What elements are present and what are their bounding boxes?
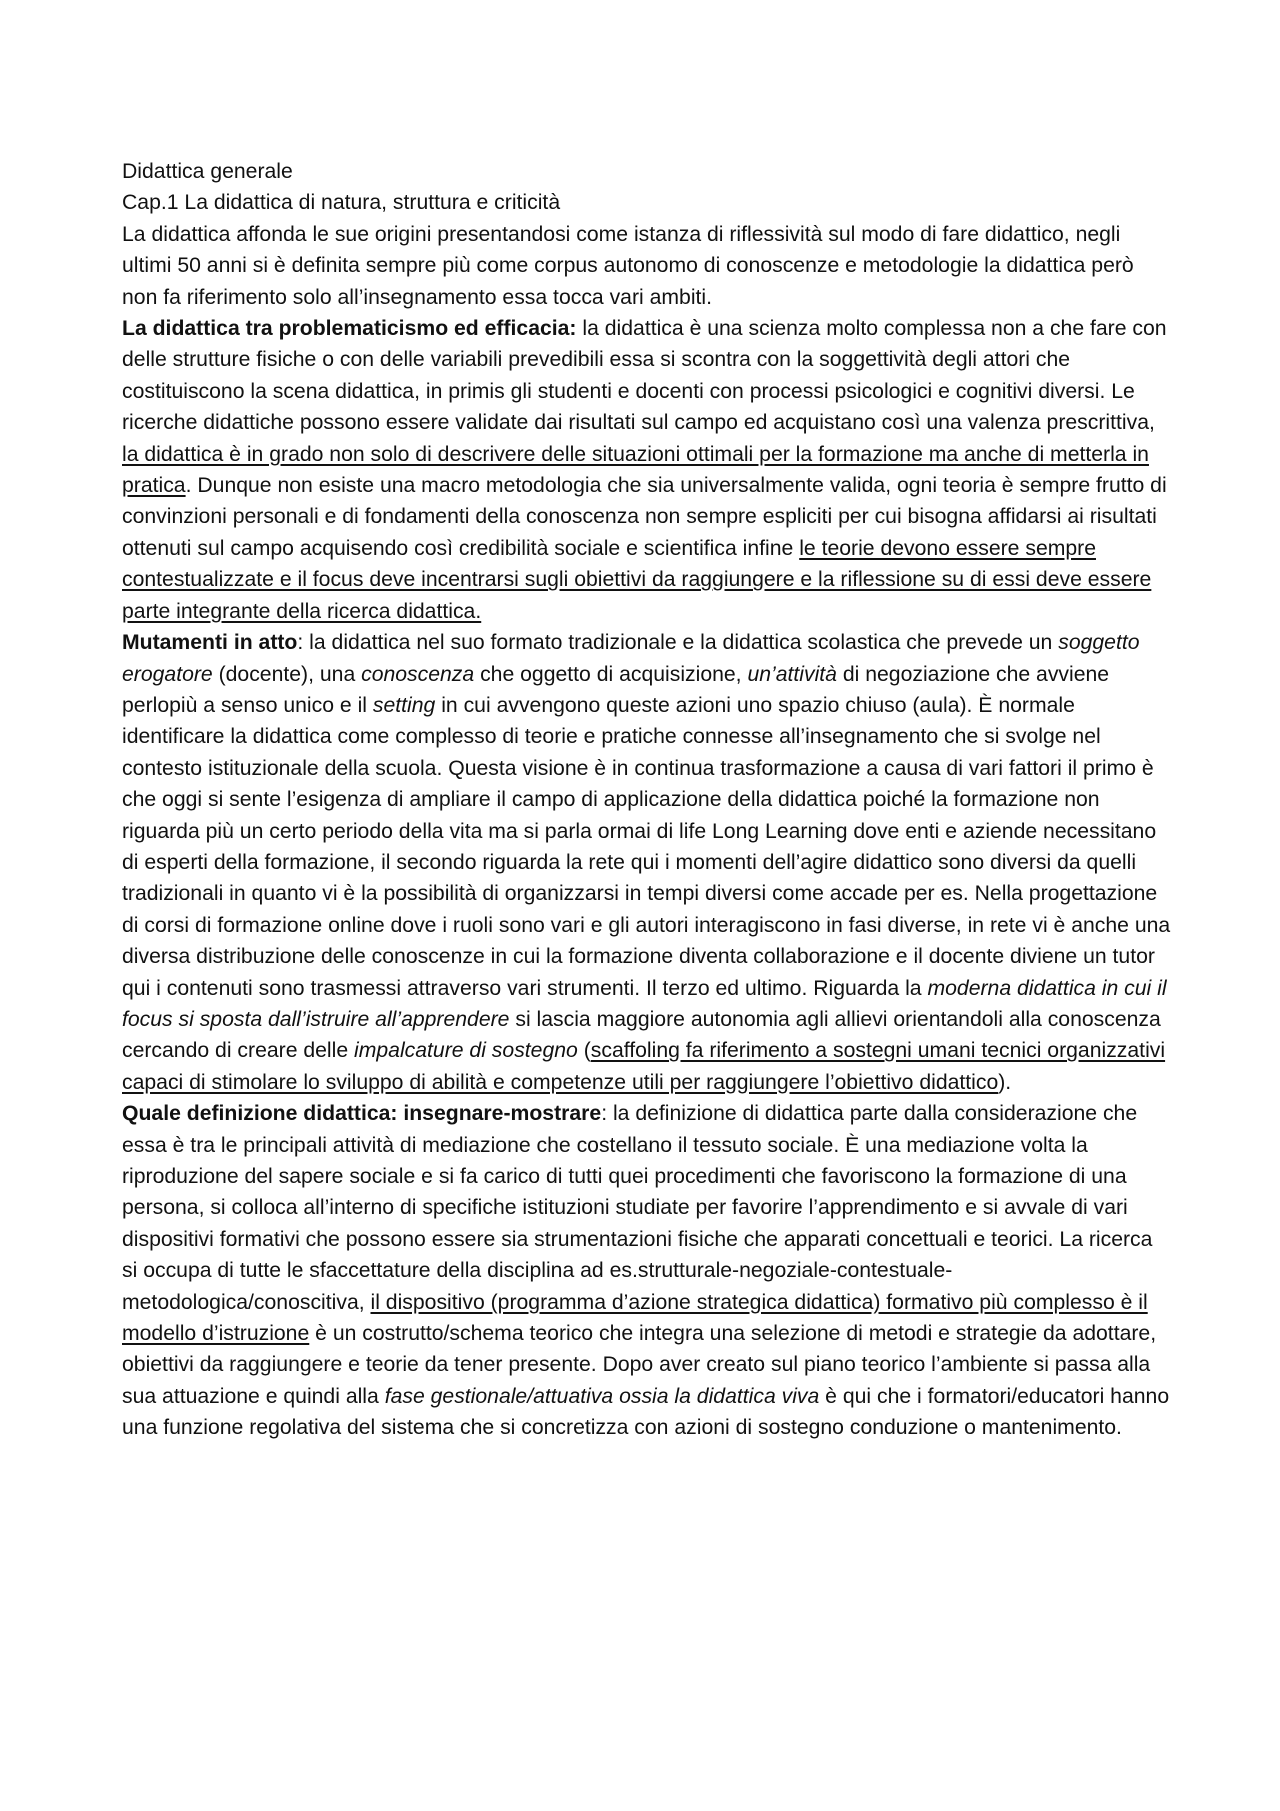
underlined-text: la didattica è in grado non solo di descrivere delle situazioni ottimali per la formazione ma anche di metterla in pratica bbox=[122, 442, 1149, 498]
chapter-heading: Cap.1 La didattica di natura, struttura e criticità bbox=[122, 191, 561, 215]
text-run: . Dunque non esiste una macro metodologia che sia universalmente valida, ogni teoria è sempre frutto di convinzioni personali e di fondamenti della conoscenza non sempre espliciti per cui bisogna affidarsi ai risultati ottenuti sul campo acquisendo così credibilità sociale e scientifica infine bbox=[122, 474, 1167, 560]
text-run: ( bbox=[577, 1039, 591, 1063]
underlined-text: le teorie devono essere sempre contestualizzate e il focus deve incentrarsi sugli obiettivi da raggiungere e la riflessione su di essi deve essere parte integrante della ricerca didattica. bbox=[122, 536, 1152, 623]
document-page bbox=[122, 156, 1172, 1444]
underlined-text: il dispositivo (programma d’azione strategica didattica) formativo più complesso è il modello d’istruzione bbox=[122, 1290, 1148, 1346]
text-run: è qui che i formatori/educatori hanno una funzione regolativa del sistema che si concretizza con azioni di sostegno conduzione o mantenimento. bbox=[122, 1384, 1170, 1440]
text-run: : la definizione di didattica parte dalla considerazione che essa è tra le principali attività di mediazione che costellano il tessuto sociale. È una mediazione volta la riproduzione del sapere sociale e si fa carico di tutti quei procedimenti che favoriscono la formazione di una persona, si colloca all’interno di specifiche istituzioni studiate per favorire l’apprendimento e si avvale di vari dispositivi formativi che possono essere sia strumentazioni fisiche che apparati concettuali e teorici. La ricerca si occupa di tutte le sfaccettature della disciplina ad es.strutturale-negoziale-contestuale-metodologica/conoscitiva, bbox=[122, 1102, 1153, 1314]
text-run: si lascia maggiore autonomia agli allievi orientandoli alla conoscenza cercando di creare delle bbox=[122, 1007, 1161, 1063]
body-paragraph bbox=[122, 627, 1172, 1098]
text-run: (docente), una bbox=[212, 662, 362, 686]
section-heading: Quale definizione didattica: insegnare-mostrare bbox=[122, 1102, 602, 1126]
text-run: : la didattica nel suo formato tradizionale e la didattica scolastica che prevede un bbox=[297, 631, 1059, 655]
italic-text: impalcature di sostegno bbox=[354, 1039, 578, 1063]
text-run: che oggetto di acquisizione, bbox=[474, 662, 748, 686]
text-run: la didattica è una scienza molto complessa non a che fare con delle strutture fisiche o con delle variabili prevedibili essa si scontra con la soggettività degli attori che costituiscono la scena didattica, in primis gli studenti e docenti con processi psicologici e cognitivi diversi. Le ricerche didattiche possono essere validate dai risultati sul campo ed acquistano così una valenza prescrittiva, bbox=[122, 317, 1167, 435]
document-body bbox=[122, 219, 1172, 1444]
section-heading: Mutamenti in atto bbox=[122, 631, 298, 655]
text-run: La didattica affonda le sue origini presentandosi come istanza di riflessività sul modo di fare didattico, negli ultimi 50 anni si è definita sempre più come corpus autonomo di conoscenze e metodologie la didattica però non fa riferimento solo all’insegnamento essa tocca vari ambiti. bbox=[122, 222, 1134, 309]
italic-text: setting bbox=[372, 693, 436, 717]
body-paragraph bbox=[122, 313, 1172, 627]
text-run: in cui avvengono queste azioni uno spazio chiuso (aula). È normale identificare la didattica come complesso di teorie e pratiche connesse all’insegnamento che si svolge nel contesto istituzionale della scuola. Questa visione è in continua trasformazione a causa di vari fattori il primo è che oggi si sente l’esigenza di ampliare il campo di applicazione della didattica poiché la formazione non riguarda più un certo periodo della vita ma si parla ormai di life Long Learning dove enti e aziende necessitano di esperti della formazione, il secondo riguarda la rete qui i momenti dell’agire didattico sono diversi da quelli tradizionali in quanto vi è la possibilità di organizzarsi in tempi diversi come accade per es. Nella progettazione di corsi di formazione online dove i ruoli sono vari e gli autori interagiscono in fasi diverse, in rete vi è anche una diversa distribuzione delle conoscenze in cui la formazione diventa collaborazione e il docente diviene un tutor qui i contenuti sono trasmessi attraverso vari strumenti. Il terzo ed ultimo. Riguarda la bbox=[122, 693, 1171, 1000]
text-run: di negoziazione che avviene perlopiù a senso unico e il bbox=[122, 662, 1110, 717]
italic-text: conoscenza bbox=[361, 662, 475, 686]
section-heading: La didattica tra problematicismo ed efficacia: bbox=[122, 317, 577, 341]
body-paragraph bbox=[122, 1098, 1172, 1443]
document-title: Didattica generale bbox=[122, 160, 293, 183]
text-run: ). bbox=[998, 1070, 1012, 1094]
text-run: è un costrutto/schema teorico che integra una selezione di metodi e strategie da adottare, obiettivi da raggiungere e teorie da tener presente. Dopo aver creato sul piano teorico l’ambiente si passa alla sua attuazione e quindi alla bbox=[122, 1322, 1157, 1408]
underlined-text: scaffoling fa riferimento a sostegni umani tecnici organizzativi capaci di stimolare lo sviluppo di abilità e competenze utili per raggiungere l’obiettivo didattico bbox=[122, 1039, 1166, 1094]
italic-text: fase gestionale/attuativa ossia la didattica viva bbox=[384, 1384, 820, 1408]
italic-text: soggetto erogatore bbox=[122, 631, 1140, 686]
body-paragraph bbox=[122, 219, 1172, 313]
italic-text: un’attività bbox=[747, 662, 837, 686]
italic-text: moderna didattica in cui il focus si sposta dall’istruire all’apprendere bbox=[122, 976, 1167, 1031]
